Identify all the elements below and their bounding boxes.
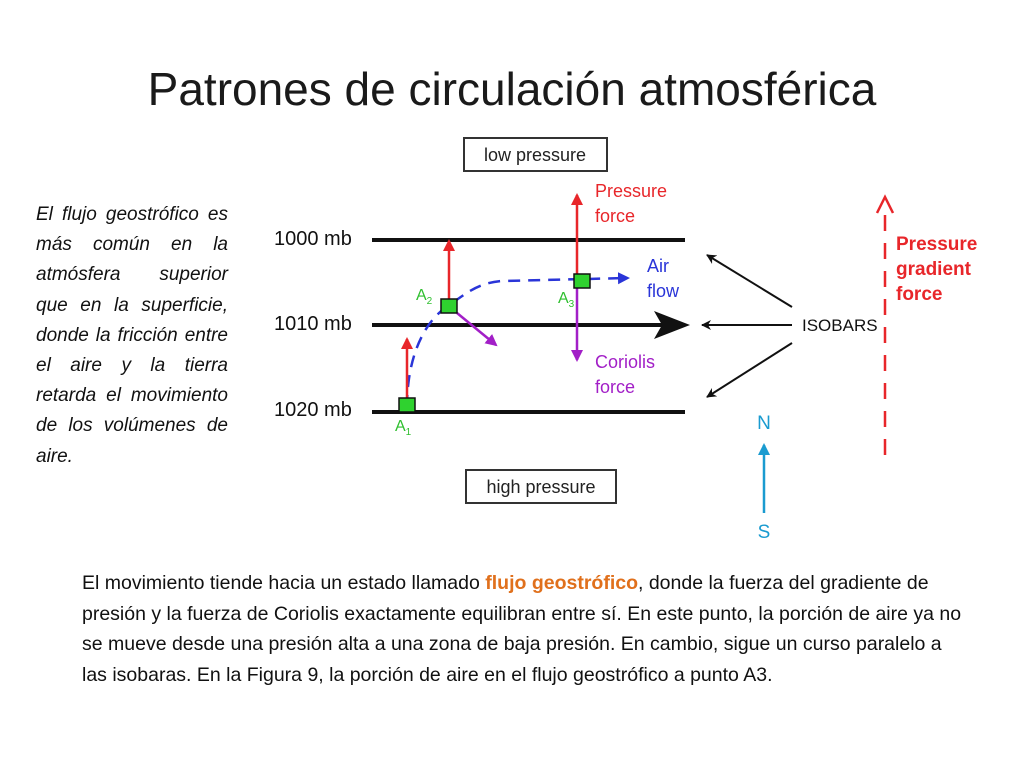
point-a2 bbox=[441, 299, 457, 313]
coriolis-arrow-a2 bbox=[457, 313, 496, 345]
label-a1: $A_1$ bbox=[395, 418, 412, 438]
coriolis-force-label: Coriolis force bbox=[595, 352, 656, 397]
point-a1 bbox=[399, 398, 415, 412]
pressure-gradient-force-label: Pressure gradient force bbox=[896, 234, 978, 305]
body-paragraph bbox=[82, 568, 962, 690]
isobars-pointer-bottom bbox=[707, 343, 792, 397]
isobars-pointer-top bbox=[707, 255, 792, 307]
pressure-force-label: Pressure force bbox=[595, 181, 668, 226]
compass-south-label: S bbox=[757, 522, 771, 543]
label-a2: $A_2$ bbox=[416, 287, 433, 307]
air-flow-label: Air flow bbox=[647, 256, 680, 301]
isobar-1020-label: 1020 mb bbox=[274, 399, 352, 421]
body-highlight-term: flujo geostrófico bbox=[485, 572, 638, 594]
compass-north-label: N bbox=[757, 413, 771, 434]
isobar-1000-label: 1000 mb bbox=[274, 228, 352, 250]
point-a3 bbox=[574, 274, 590, 288]
high-pressure-label: high pressure bbox=[486, 477, 596, 497]
side-paragraph: El flujo geostrófico es más común en la atmósfera superior que en la superficie, donde la fricción entre el aire y la tierra retarda el movimiento de los volúmenes de aire. bbox=[36, 204, 228, 467]
body-text-after: , donde la fuerza del gradiente de presión y la fuerza de Coriolis exactamente equilibran entre sí. En este punto, la porción de aire ya no se mueve desde una presión alta a una zona de baja presión. En cambio, sigue un curso paralelo a las isobaras. En la Figura 9, la porción de aire en el flujo geostrófico a punto A3. bbox=[82, 572, 962, 686]
isobars-label: ISOBARS bbox=[802, 316, 878, 335]
body-text-before: El movimiento tiende hacia un estado llamado bbox=[82, 572, 486, 594]
isobar-1010-label: 1010 mb bbox=[274, 313, 352, 335]
label-a3: $A_3$ bbox=[558, 290, 575, 310]
slide-title: Patrones de circulación atmosférica bbox=[147, 63, 877, 115]
low-pressure-label: low pressure bbox=[483, 145, 587, 165]
diagram-svg bbox=[262, 135, 1002, 545]
geostrophic-flow-diagram bbox=[262, 135, 1002, 545]
pressure-gradient-arrowhead bbox=[877, 197, 893, 213]
